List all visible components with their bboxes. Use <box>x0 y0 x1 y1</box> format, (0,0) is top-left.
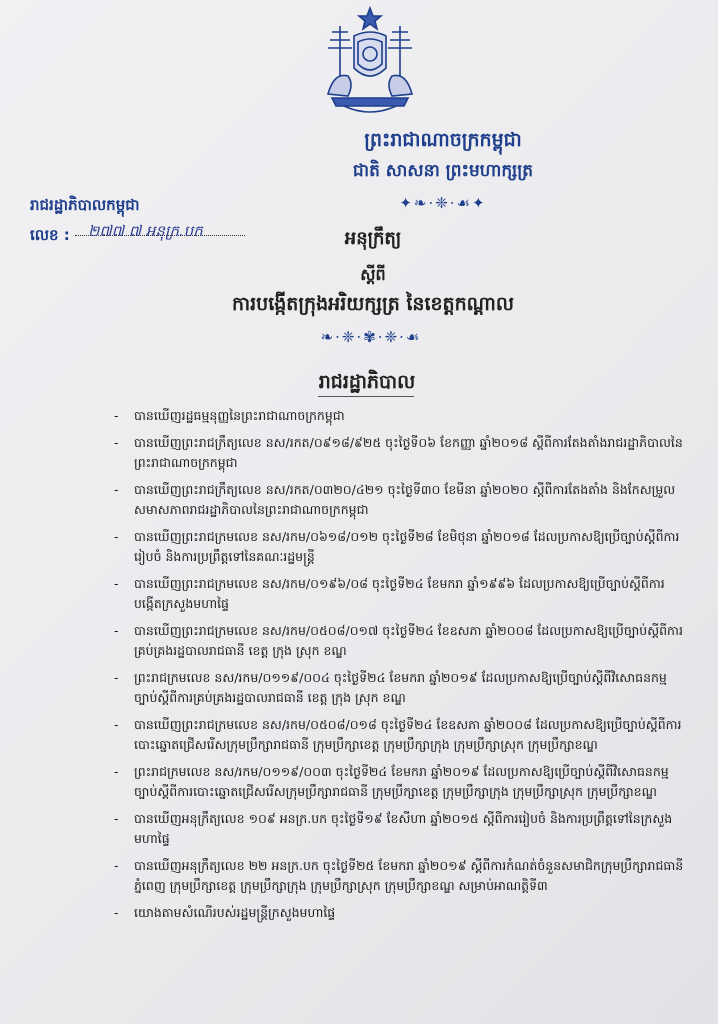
preamble-item: - បានឃើញព្រះរាជក្រឹត្យលេខ នស/រកត/០៩១៨/៩២៥ ចុះថ្ងៃទី០៦ ខែកញ្ញា ឆ្នាំ២០១៨ ស្តីពីការតែងតាំងរាជរដ្ឋាភិបាលនៃព្រះរាជាណាចក្រកម្ពុជា <box>112 433 690 473</box>
reference-handwritten-value: ២៧៧ ៧ អនុក្រ.បក <box>88 222 203 240</box>
royal-coat-of-arms-emblem <box>318 6 422 118</box>
ornament-divider-top: ✦❧⋅❈⋅☙✦ <box>399 194 487 212</box>
preamble-item: - បានឃើញព្រះរាជក្រមលេខ នស/រកម/០៦១៨/០១២ ចុះថ្ងៃទី២៨ ខែមិថុនា ឆ្នាំ២០១៨ ដែលប្រកាសឱ្យប្រើច្បាប់ស្តីពីការរៀបចំ និងការប្រព្រឹត្តទៅនៃគណៈរដ្ឋមន្ត្រី <box>112 527 690 567</box>
section-heading: រាជរដ្ឋាភិបាល <box>318 371 416 393</box>
national-motto: ជាតិ សាសនា ព្រះមហាក្សត្រ <box>352 161 534 181</box>
ornament-divider-bottom: ❧⋅❈⋅✾⋅❈⋅☙ <box>320 328 422 346</box>
preamble-item: - បានឃើញរដ្ឋធម្មនុញ្ញនៃព្រះរាជាណាចក្រកម្ពុជា <box>112 406 690 426</box>
heading-underline <box>318 396 414 397</box>
preamble-item: - បានឃើញអនុក្រឹត្យលេខ ២២ អនក្រ.បក ចុះថ្ងៃទី២៥ ខែមករា ឆ្នាំ២០១៩ ស្តីពីការកំណត់ចំនួនសមាជិកក្រុមប្រឹក្សារាជធានីភ្នំពេញ ក្រុមប្រឹក្សាខេត្ត ក្រុមប្រឹក្សាក្រុង ក្រុមប្រឹក្សាស្រុក ក្រុមប្រឹក្សាខណ្ឌ សម្រាប់អាណត្តិទី៣ <box>112 856 690 896</box>
document-type: អនុក្រឹត្យ <box>344 228 402 249</box>
preamble-item: - បានឃើញព្រះរាជក្រឹត្យលេខ នស/រកត/០៣២០/៤២១ ចុះថ្ងៃទី៣០ ខែមីនា ឆ្នាំ២០២០ ស្តីពីការតែងតាំង និងកែសម្រួលសមាសភាពរាជរដ្ឋាភិបាលនៃព្រះរាជាណាចក្រកម្ពុជា <box>112 480 690 520</box>
preamble-item: - បានឃើញព្រះរាជក្រមលេខ នស/រកម/០១៩៦/០៨ ចុះថ្ងៃទី២៤ ខែមករា ឆ្នាំ១៩៩៦ ដែលប្រកាសឱ្យប្រើច្បាប់ស្តីពីការបង្កើតក្រសួងមហាផ្ទៃ <box>112 574 690 614</box>
preamble-list <box>112 406 690 930</box>
preamble-item: - បានឃើញព្រះរាជក្រមលេខ នស/រកម/០៥០៨/០១៨ ចុះថ្ងៃទី២៤ ខែឧសភា ឆ្នាំ២០០៨ ដែលប្រកាសឱ្យប្រើច្បាប់ស្តីពីការបោះឆ្នោតជ្រើសរើសក្រុមប្រឹក្សារាជធានី ក្រុមប្រឹក្សាខេត្ត ក្រុមប្រឹក្សាក្រុង ក្រុមប្រឹក្សាស្រុក ក្រុមប្រឹក្សាខណ្ឌ <box>112 715 690 755</box>
issuer-name: រាជរដ្ឋាភិបាលកម្ពុជា <box>30 196 140 214</box>
preamble-item: - ព្រះរាជក្រមលេខ នស/រកម/០១១៩/០០៣ ចុះថ្ងៃទី២៤ ខែមករា ឆ្នាំ២០១៩ ដែលប្រកាសឱ្យប្រើច្បាប់ស្តីពីវិសោធនកម្មច្បាប់ស្តីពីការបោះឆ្នោតជ្រើសរើសក្រុមប្រឹក្សារាជធានី ក្រុមប្រឹក្សាខេត្ត ក្រុមប្រឹក្សាក្រុង ក្រុមប្រឹក្សាស្រុក ក្រុមប្រឹក្សាខណ្ឌ <box>112 762 690 802</box>
kingdom-title: ព្រះរាជាណាចក្រកម្ពុជា <box>364 129 522 151</box>
preamble-item: - យោងតាមសំណើរបស់រដ្ឋមន្ត្រីក្រសួងមហាផ្ទៃ <box>112 903 690 923</box>
document-about: ស្តីពី <box>360 265 386 284</box>
preamble-item: - ព្រះរាជក្រមលេខ នស/រកម/០១១៩/០០៤ ចុះថ្ងៃទី២៤ ខែមករា ឆ្នាំ២០១៩ ដែលប្រកាសឱ្យប្រើច្បាប់ស្តីពីវិសោធនកម្មច្បាប់ស្តីពីការគ្រប់គ្រងរដ្ឋបាលរាជធានី ខេត្ត ក្រុង ស្រុក ខណ្ឌ <box>112 668 690 708</box>
preamble-item: - បានឃើញអនុក្រឹត្យលេខ ១០៩ អនក្រ.បក ចុះថ្ងៃទី១៩ ខែសីហា ឆ្នាំ២០១៥ ស្តីពីការរៀបចំ និងការប្រព្រឹត្តទៅនៃក្រសួងមហាផ្ទៃ <box>112 809 690 849</box>
reference-label: លេខ : <box>30 226 70 244</box>
preamble-item: - បានឃើញព្រះរាជក្រមលេខ នស/រកម/០៥០៨/០១៧ ចុះថ្ងៃទី២៤ ខែឧសភា ឆ្នាំ២០០៨ ដែលប្រកាសឱ្យប្រើច្បាប់ស្តីពីការគ្រប់គ្រងរដ្ឋបាលរាជធានី ខេត្ត ក្រុង ស្រុក ខណ្ឌ <box>112 621 690 661</box>
document-subject: ការបង្កើតក្រុងអរិយក្សត្រ នៃខេត្តកណ្តាល <box>232 293 514 315</box>
